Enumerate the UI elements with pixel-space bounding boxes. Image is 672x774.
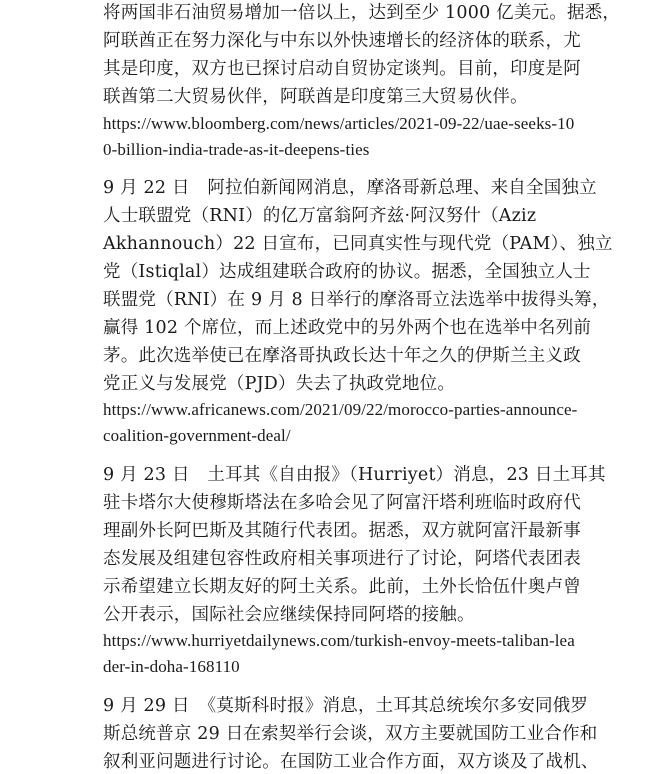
source-link[interactable]: https://www.bloomberg.com/news/articles/2021-09-22/uae-seeks-10 — [103, 114, 575, 133]
source-link[interactable]: der-in-doha-168110 — [103, 657, 240, 676]
text-line: 其是印度，双方也已探讨启动自贸协定谈判。目前，印度是阿 — [103, 59, 581, 79]
news-item-date-line: 9 月 23 日 土耳其《自由报》（Hurriyet）消息，23 日土耳其 — [103, 465, 606, 485]
text-line: 态发展及组建包容性政府相关事项进行了讨论，阿塔代表团表 — [103, 549, 581, 569]
text-line: 理副外长阿巴斯及其随行代表团。据悉，双方就阿富汗最新事 — [103, 521, 581, 541]
text-line: 叙利亚问题进行讨论。在国防工业合作方面，双方谈及了战机、 — [103, 752, 599, 772]
text-line: 党（Istiqlal）达成组建联合政府的协议。据悉，全国独立人士 — [103, 262, 591, 282]
text-line: 联酋第二大贸易伙伴，阿联酋是印度第三大贸易伙伴。 — [103, 87, 528, 107]
text-line: 茅。此次选举使已在摩洛哥执政长达十年之久的伊斯兰主义政 — [103, 346, 581, 366]
text-line: 阿联酋正在努力深化与中东以外快速增长的经济体的联系，尤 — [103, 31, 581, 51]
text-line: 将两国非石油贸易增加一倍以上，达到至少 1000 亿美元。据悉， — [103, 3, 621, 23]
source-link[interactable]: 0-billion-india-trade-as-it-deepens-ties — [103, 140, 370, 159]
source-link[interactable]: coalition-government-deal/ — [103, 426, 291, 445]
source-link[interactable]: https://www.hurriyetdailynews.com/turkish-envoy-meets-taliban-lea — [103, 631, 575, 650]
source-link[interactable]: https://www.africanews.com/2021/09/22/morocco-parties-announce- — [103, 400, 578, 419]
news-item-date-line: 9 月 22 日 阿拉伯新闻网消息，摩洛哥新总理、来自全国独立 — [103, 178, 597, 198]
text-line: 斯总统普京 29 日在索契举行会谈，双方主要就国防工业合作和 — [103, 724, 598, 744]
text-line: 人士联盟党（RNI）的亿万富翁阿齐兹·阿汉努什（Aziz — [103, 206, 537, 226]
news-item-date-line: 9 月 29 日 《莫斯科时报》消息，土耳其总统埃尔多安同俄罗 — [103, 696, 589, 716]
text-line: 示希望建立长期友好的阿土关系。此前，土外长恰伍什奥卢曾 — [103, 577, 581, 597]
text-line: 联盟党（RNI）在 9 月 8 日举行的摩洛哥立法选举中拔得头筹， — [103, 290, 610, 310]
text-line: Akhannouch）22 日宣布，已同真实性与现代党（PAM）、独立 — [103, 234, 613, 254]
text-line: 赢得 102 个席位，而上述政党中的另外两个也在选举中名列前 — [103, 318, 592, 338]
text-line: 公开表示，国际社会应继续保持同阿塔的接触。 — [103, 605, 475, 625]
text-line: 驻卡塔尔大使穆斯塔法在多哈会见了阿富汗塔利班临时政府代 — [103, 493, 581, 513]
text-line: 党正义与发展党（PJD）失去了执政党地位。 — [103, 374, 456, 394]
